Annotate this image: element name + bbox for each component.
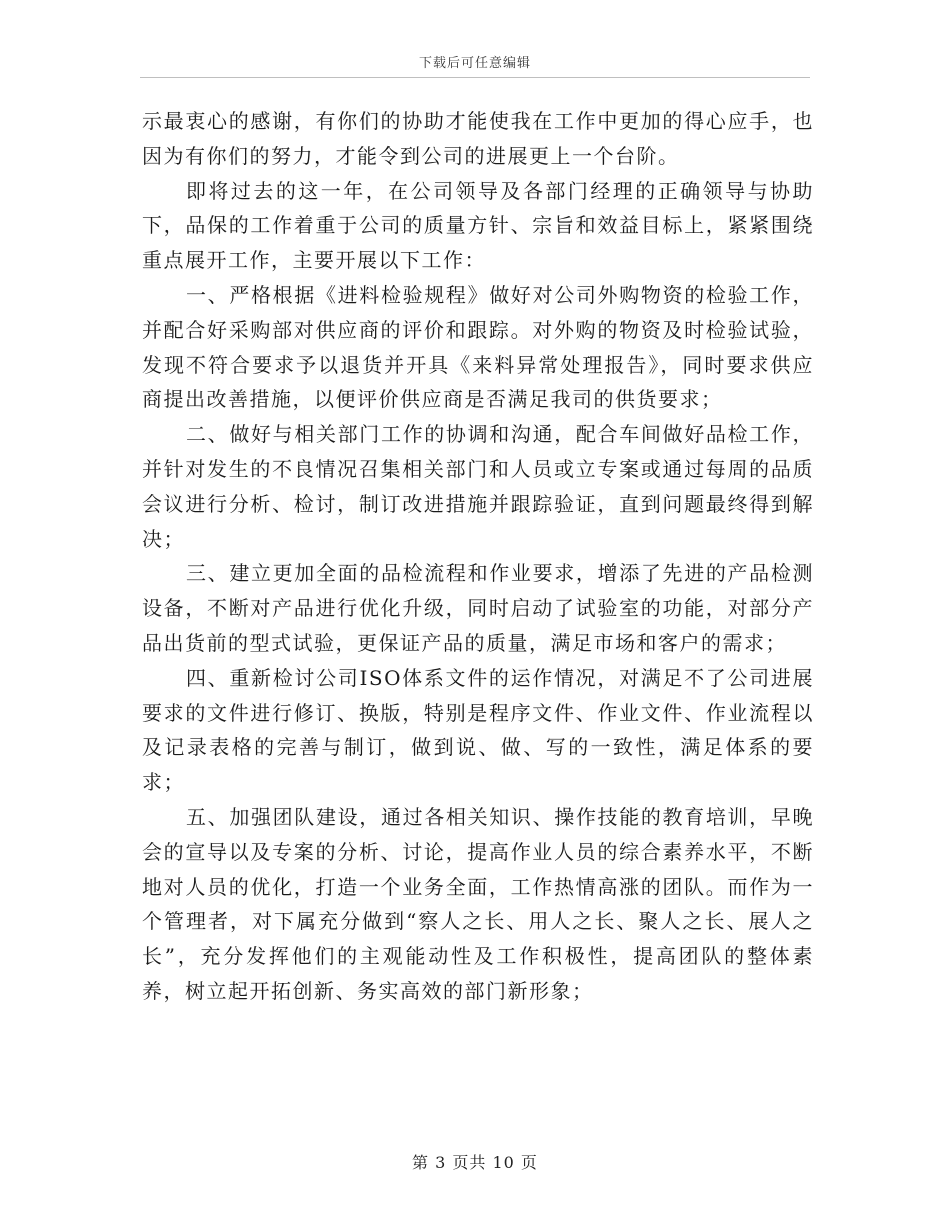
header-divider bbox=[140, 77, 810, 78]
page-number-footer: 第 3 页共 10 页 bbox=[412, 1153, 538, 1172]
document-body bbox=[142, 104, 814, 1009]
paragraph-item-4: 四、重新检讨公司ISO体系文件的运作情况，对满足不了公司进展要求的文件进行修订、换版，特别是程序文件、作业文件、作业流程以及记录表格的完善与制订，做到说、做、写的一致性，满足体系的要求； bbox=[142, 665, 814, 795]
paragraph-item-5: 五、加强团队建设，通过各相关知识、操作技能的教育培训，早晚会的宣导以及专案的分析、讨论，提高作业人员的综合素养水平，不断地对人员的优化，打造一个业务全面，工作热情高涨的团队。而作为一个管理者，对下属充分做到“察人之长、用人之长、聚人之长、展人之长”，充分发挥他们的主观能动性及工作积极性，提高团队的整体素养，树立起开拓创新、务实高效的部门新形象； bbox=[142, 804, 814, 1003]
paragraph-item-2: 二、做好与相关部门工作的协调和沟通，配合车间做好品检工作，并针对发生的不良情况召集相关部门和人员或立专案或通过每周的品质会议进行分析、检讨，制订改进措施并跟踪验证，直到问题最终得到解决； bbox=[142, 422, 814, 551]
paragraph-item-3: 三、建立更加全面的品检流程和作业要求，增添了先进的产品检测设备，不断对产品进行优化升级，同时启动了试验室的功能，对部分产品出货前的型式试验，更保证产品的质量，满足市场和客户的需求； bbox=[142, 561, 814, 655]
paragraph-continuation: 示最衷心的感谢，有你们的协助才能使我在工作中更加的得心应手，也因为有你们的努力，才能令到公司的进展更上一个台阶。 bbox=[142, 109, 814, 168]
paragraph-intro: 即将过去的这一年，在公司领导及各部门经理的正确领导与协助下，品保的工作着重于公司的质量方针、宗旨和效益目标上，紧紧围绕重点展开工作，主要开展以下工作： bbox=[142, 178, 814, 273]
paragraph-item-1: 一、严格根据《进料检验规程》做好对公司外购物资的检验工作，并配合好采购部对供应商的评价和跟踪。对外购的物资及时检验试验，发现不符合要求予以退货并开具《来料异常处理报告》，同时要求供应商提出改善措施，以便评价供应商是否满足我司的供货要求； bbox=[142, 282, 814, 412]
page-header: 下载后可任意编辑 bbox=[418, 56, 531, 71]
